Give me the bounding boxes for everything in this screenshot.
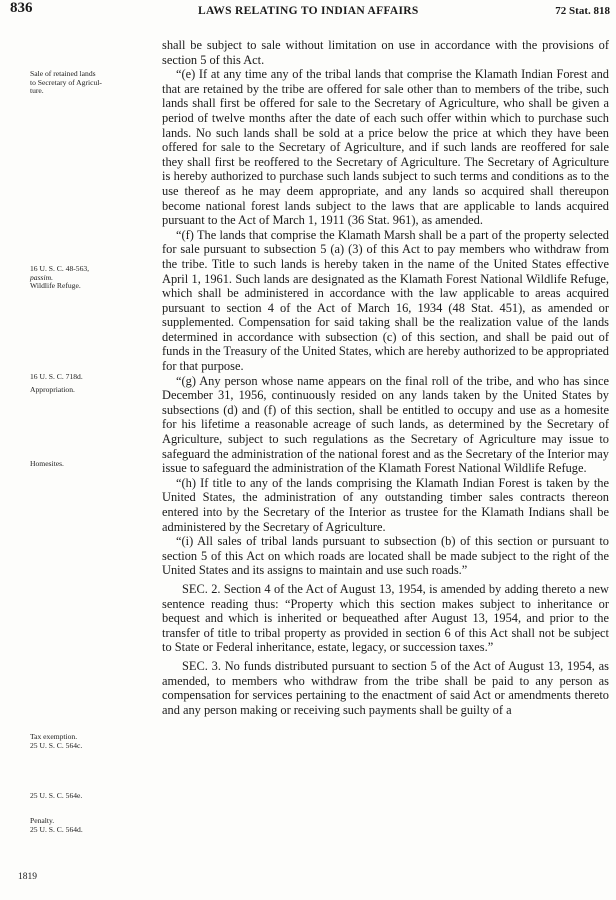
subsection-h: “(h) If title to any of the lands comprising the Klamath Indian Forest is taken by the United States, the administration of any outstanding timber sales contracts thereon entered into by the Secretary of the Interior as trustee for the Klamath Indians shall be administered by the Secretary of Agriculture. bbox=[162, 475, 609, 534]
statute-text bbox=[162, 38, 609, 717]
footer-code: 1819 bbox=[18, 872, 37, 882]
statute-reference: 72 Stat. 818 bbox=[555, 5, 610, 17]
subsection-g: “(g) Any person whose name appears on the final roll of the tribe, and who has since December 31, 1956, continuously resided on any lands taken by the United States by subsections (d) and (f) of this section, shall be entitled to occupy and use as a homesite for his lifetime a reasonable acreage of such lands, as determined by the Secretary of Agriculture, subject to such regulations as the Secretary of Agriculture may issue to safeguard the administration of the national forest and as the Secretary of the Interior may issue to safeguard the administration of the Klamath Forest National Wildlife Refuge. bbox=[162, 373, 609, 476]
page-number: 836 bbox=[10, 0, 33, 16]
running-head-title: LAWS RELATING TO INDIAN AFFAIRS bbox=[198, 5, 419, 17]
section-3: SEC. 3. No funds distributed pursuant to section 5 of the Act of August 13, 1954, as amended, to members who withdraw from the tribe shall be paid to any person as compensation for services pertaining to the enactment of said Act or amendments thereto and any person making or receiving such payments shall be guilty of a bbox=[162, 658, 609, 717]
subsection-f: “(f) The lands that comprise the Klamath Marsh shall be a part of the property selected for sale pursuant to subsection 5 (a) (3) of this Act to pay members who withdraw from the tribe. Title to such lands is hereby taken in the name of the United States effective April 1, 1961. Such lands are designated as the Klamath Forest National Wildlife Refuge, which shall be administered in accordance with the law applicable to areas acquired pursuant to section 4 of the Act of March 16, 1934 (48 Stat. 451), as amended or supplemented. Compensation for said taking shall be the realization value of the lands determined in accordance with subsection (c) of this section, and shall be paid out of funds in the Treasury of the United States, which are hereby authorized to be appropriated for that purpose. bbox=[162, 227, 609, 374]
margin-note-homesites: Homesites. bbox=[30, 459, 64, 468]
margin-note-wildlife-refuge: 16 U. S. C. 48-563, passim. Wildlife Refuge. bbox=[30, 264, 90, 291]
paragraph-continuation: shall be subject to sale without limitation on use in accordance with the provisions of section 5 of this Act. bbox=[162, 38, 609, 67]
margin-note-penalty: Penalty. 25 U. S. C. 564d. bbox=[30, 816, 83, 834]
margin-note-usc-564e: 25 U. S. C. 564e. bbox=[30, 791, 83, 800]
margin-note-tax-exemption: Tax exemption. 25 U. S. C. 564c. bbox=[30, 732, 83, 750]
section-2: SEC. 2. Section 4 of the Act of August 13, 1954, is amended by adding thereto a new sentence reading thus: “Property which this section makes subject to inheritance or bequest and which is inherited or bequeathed after August 13, 1954, and prior to the transfer of title to tribal property as provided in section 6 of this Act shall not be subject to State or Federal inheritance, estate, legacy, or succession taxes.” bbox=[162, 581, 609, 655]
margin-note-appropriation: 16 U. S. C. 718d. Appropriation. bbox=[30, 372, 83, 394]
running-header bbox=[0, 0, 616, 22]
subsection-i: “(i) All sales of tribal lands pursuant to subsection (b) of this section or pursuant to section 5 of this Act on which roads are located shall be made subject to the right of the United States and its assigns to maintain and use such roads.” bbox=[162, 534, 609, 578]
subsection-e: “(e) If at any time any of the tribal lands that comprise the Klamath Indian Forest and that are retained by the tribe are offered for sale other than to members of the tribe, such lands shall first be offered for sale to the Secretary of Agriculture, who shall be given a period of twelve months after the date of each such offer within which to purchase such lands. No such lands shall be sold at a price below the price at which they have been offered for sale to the Secretary of Agriculture, and if such lands are reoffered for sale they shall first be reoffered to the Secretary of Agriculture. The Secretary of Agriculture is hereby authorized to purchase such lands subject to such terms and conditions as to the use thereof as he may deem appropriate, and any lands so acquired shall thereupon become national forest lands subject to the laws that are applicable to lands acquired pursuant to the Act of March 1, 1911 (36 Stat. 961), as amended. bbox=[162, 67, 609, 228]
margin-note-retained-lands: Sale of retained lands to Secretary of Agricul- ture. bbox=[30, 69, 102, 96]
